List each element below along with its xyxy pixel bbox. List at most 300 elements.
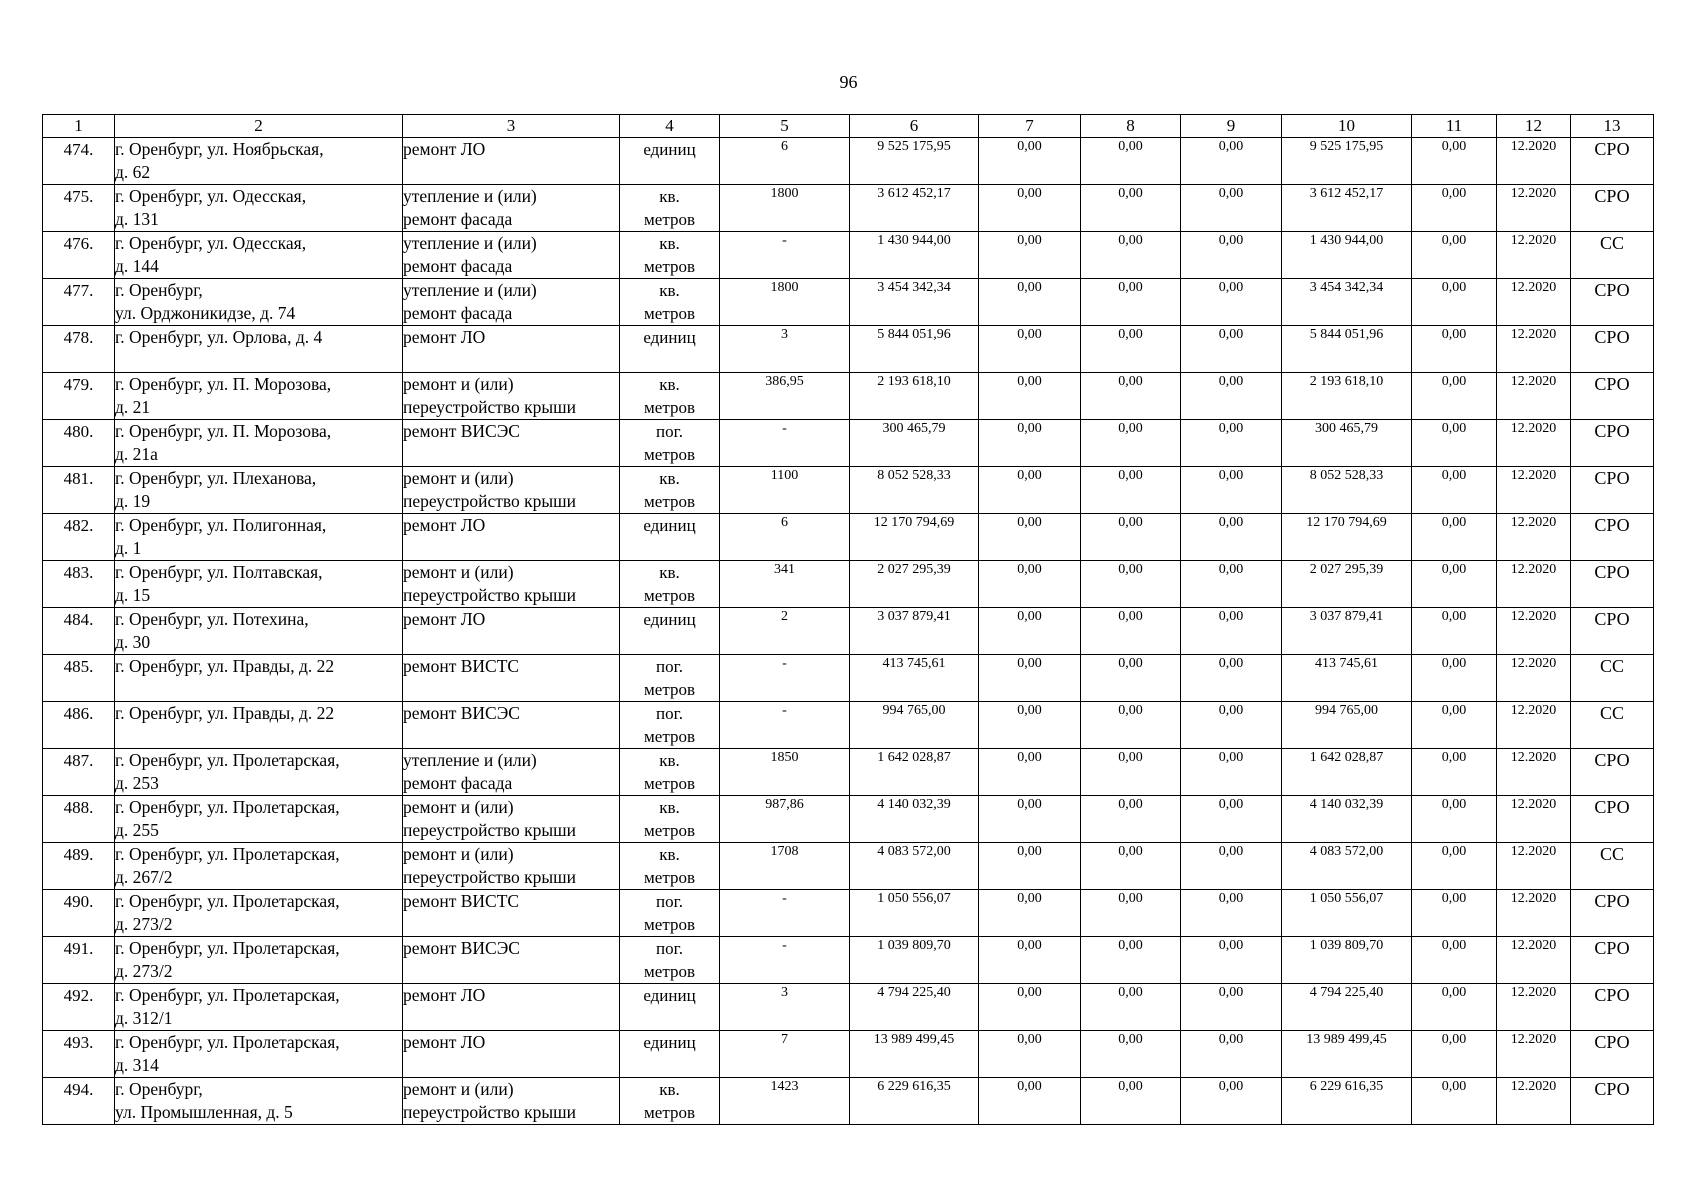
unit-cell <box>620 843 720 890</box>
work-type-cell-line: ремонт и (или) <box>403 1079 514 1099</box>
completion-date-cell: 12.2020 <box>1497 232 1571 279</box>
work-type-cell-line: переустройство крыши <box>403 491 576 511</box>
col8-cell: 0,00 <box>1081 232 1181 279</box>
address-cell <box>115 890 403 937</box>
work-type-cell <box>403 1078 620 1125</box>
col11-cell: 0,00 <box>1412 843 1497 890</box>
col10-cell: 5 844 051,96 <box>1282 326 1412 373</box>
column-number: 13 <box>1571 115 1654 138</box>
row-number: 478. <box>43 326 115 373</box>
quantity-cell: 6 <box>720 514 850 561</box>
col8-cell: 0,00 <box>1081 420 1181 467</box>
address-cell <box>115 937 403 984</box>
col7-cell: 0,00 <box>979 232 1081 279</box>
unit-cell-line: метров <box>644 962 695 981</box>
method-cell: СРО <box>1571 185 1654 232</box>
method-cell: СРО <box>1571 279 1654 326</box>
col8-cell: 0,00 <box>1081 937 1181 984</box>
completion-date-cell: 12.2020 <box>1497 420 1571 467</box>
address-cell <box>115 232 403 279</box>
total-cost-cell: 8 052 528,33 <box>850 467 979 514</box>
row-number: 494. <box>43 1078 115 1125</box>
col11-cell: 0,00 <box>1412 702 1497 749</box>
work-type-cell-line: ремонт ВИСЭС <box>403 421 520 441</box>
row-number: 476. <box>43 232 115 279</box>
column-number: 1 <box>43 115 115 138</box>
row-number: 491. <box>43 937 115 984</box>
unit-cell <box>620 373 720 420</box>
unit-cell-line: метров <box>644 868 695 887</box>
unit-cell-line: кв. <box>659 751 680 770</box>
row-number: 477. <box>43 279 115 326</box>
address-cell-line: д. 19 <box>115 491 151 511</box>
col10-cell: 3 612 452,17 <box>1282 185 1412 232</box>
table-row <box>43 514 1654 561</box>
unit-cell <box>620 561 720 608</box>
row-number: 480. <box>43 420 115 467</box>
total-cost-cell: 1 050 556,07 <box>850 890 979 937</box>
unit-cell-line: метров <box>644 680 695 699</box>
address-cell-line: г. Оренбург, ул. Пролетарская, <box>115 750 340 770</box>
col10-cell: 4 794 225,40 <box>1282 984 1412 1031</box>
address-cell-line: г. Оренбург, ул. Правды, д. 22 <box>115 656 335 676</box>
address-cell-line: г. Оренбург, ул. Правды, д. 22 <box>115 703 335 723</box>
address-cell <box>115 655 403 702</box>
total-cost-cell: 4 083 572,00 <box>850 843 979 890</box>
col11-cell: 0,00 <box>1412 937 1497 984</box>
col8-cell: 0,00 <box>1081 138 1181 185</box>
address-cell-line: д. 273/2 <box>115 914 173 934</box>
unit-cell <box>620 749 720 796</box>
col8-cell: 0,00 <box>1081 608 1181 655</box>
unit-cell <box>620 326 720 373</box>
col10-cell: 2 027 295,39 <box>1282 561 1412 608</box>
address-cell <box>115 608 403 655</box>
work-type-cell <box>403 655 620 702</box>
work-type-cell <box>403 608 620 655</box>
row-number: 487. <box>43 749 115 796</box>
total-cost-cell: 413 745,61 <box>850 655 979 702</box>
work-type-cell-line: ремонт и (или) <box>403 844 514 864</box>
work-type-cell <box>403 796 620 843</box>
row-number: 488. <box>43 796 115 843</box>
method-cell: СРО <box>1571 890 1654 937</box>
completion-date-cell: 12.2020 <box>1497 984 1571 1031</box>
col10-cell: 413 745,61 <box>1282 655 1412 702</box>
col9-cell: 0,00 <box>1181 984 1282 1031</box>
completion-date-cell: 12.2020 <box>1497 514 1571 561</box>
row-number: 486. <box>43 702 115 749</box>
work-type-cell <box>403 749 620 796</box>
col9-cell: 0,00 <box>1181 561 1282 608</box>
col10-cell: 9 525 175,95 <box>1282 138 1412 185</box>
work-type-cell <box>403 702 620 749</box>
unit-cell <box>620 655 720 702</box>
quantity-cell: 3 <box>720 326 850 373</box>
table-row <box>43 1031 1654 1078</box>
col9-cell: 0,00 <box>1181 843 1282 890</box>
col7-cell: 0,00 <box>979 796 1081 843</box>
work-type-cell-line: ремонт ЛО <box>403 515 486 535</box>
work-type-cell-line: ремонт ЛО <box>403 985 486 1005</box>
method-cell: СС <box>1571 843 1654 890</box>
work-type-cell-line: ремонт фасада <box>403 303 513 323</box>
method-cell: СРО <box>1571 608 1654 655</box>
col9-cell: 0,00 <box>1181 467 1282 514</box>
address-cell-line: г. Оренбург, <box>115 1079 203 1099</box>
unit-cell-line: метров <box>644 1103 695 1122</box>
work-type-cell-line: ремонт и (или) <box>403 468 514 488</box>
col11-cell: 0,00 <box>1412 984 1497 1031</box>
col7-cell: 0,00 <box>979 326 1081 373</box>
address-cell-line: д. 312/1 <box>115 1008 173 1028</box>
address-cell-line: г. Оренбург, ул. Ноябрьская, <box>115 139 324 159</box>
unit-cell-line: кв. <box>659 187 680 206</box>
col11-cell: 0,00 <box>1412 608 1497 655</box>
quantity-cell: 386,95 <box>720 373 850 420</box>
col9-cell: 0,00 <box>1181 937 1282 984</box>
unit-cell-line: метров <box>644 774 695 793</box>
address-cell-line: ул. Орджоникидзе, д. 74 <box>115 303 296 323</box>
table-row <box>43 561 1654 608</box>
unit-cell-line: кв. <box>659 845 680 864</box>
work-type-cell <box>403 843 620 890</box>
work-type-cell-line: ремонт ВИСЭС <box>403 938 520 958</box>
table-row <box>43 185 1654 232</box>
col8-cell: 0,00 <box>1081 185 1181 232</box>
method-cell: СРО <box>1571 467 1654 514</box>
address-cell-line: г. Оренбург, ул. Полтавская, <box>115 562 323 582</box>
total-cost-cell: 6 229 616,35 <box>850 1078 979 1125</box>
completion-date-cell: 12.2020 <box>1497 796 1571 843</box>
row-number: 484. <box>43 608 115 655</box>
quantity-cell: 341 <box>720 561 850 608</box>
unit-cell <box>620 138 720 185</box>
column-number-row <box>43 115 1654 138</box>
work-type-cell-line: переустройство крыши <box>403 1102 576 1122</box>
table-row <box>43 420 1654 467</box>
unit-cell <box>620 1031 720 1078</box>
col7-cell: 0,00 <box>979 185 1081 232</box>
col8-cell: 0,00 <box>1081 796 1181 843</box>
row-number: 482. <box>43 514 115 561</box>
method-cell: СРО <box>1571 326 1654 373</box>
quantity-cell: 7 <box>720 1031 850 1078</box>
unit-cell-line: метров <box>644 210 695 229</box>
col10-cell: 1 050 556,07 <box>1282 890 1412 937</box>
completion-date-cell: 12.2020 <box>1497 373 1571 420</box>
unit-cell-line: пог. <box>656 422 683 441</box>
col7-cell: 0,00 <box>979 514 1081 561</box>
row-number: 490. <box>43 890 115 937</box>
address-cell-line: г. Оренбург, ул. П. Морозова, <box>115 374 332 394</box>
col9-cell: 0,00 <box>1181 514 1282 561</box>
unit-cell-line: единиц <box>643 328 696 347</box>
work-type-cell <box>403 1031 620 1078</box>
row-number: 474. <box>43 138 115 185</box>
work-type-cell-line: переустройство крыши <box>403 867 576 887</box>
col9-cell: 0,00 <box>1181 890 1282 937</box>
column-number: 5 <box>720 115 850 138</box>
col7-cell: 0,00 <box>979 138 1081 185</box>
work-type-cell <box>403 890 620 937</box>
col9-cell: 0,00 <box>1181 702 1282 749</box>
work-type-cell <box>403 138 620 185</box>
unit-cell-line: метров <box>644 586 695 605</box>
address-cell-line: д. 267/2 <box>115 867 173 887</box>
quantity-cell: 1423 <box>720 1078 850 1125</box>
unit-cell-line: пог. <box>656 939 683 958</box>
address-cell-line: г. Оренбург, ул. Пролетарская, <box>115 938 340 958</box>
unit-cell-line: пог. <box>656 657 683 676</box>
quantity-cell: 1100 <box>720 467 850 514</box>
col8-cell: 0,00 <box>1081 326 1181 373</box>
unit-cell-line: метров <box>644 492 695 511</box>
col11-cell: 0,00 <box>1412 655 1497 702</box>
col8-cell: 0,00 <box>1081 279 1181 326</box>
col7-cell: 0,00 <box>979 561 1081 608</box>
col9-cell: 0,00 <box>1181 420 1282 467</box>
address-cell-line: д. 15 <box>115 585 151 605</box>
col8-cell: 0,00 <box>1081 843 1181 890</box>
method-cell: СРО <box>1571 138 1654 185</box>
address-cell-line: г. Оренбург, ул. Орлова, д. 4 <box>115 327 323 347</box>
address-cell-line: д. 21 <box>115 397 151 417</box>
unit-cell <box>620 984 720 1031</box>
quantity-cell: 1800 <box>720 185 850 232</box>
address-cell-line: д. 273/2 <box>115 961 173 981</box>
completion-date-cell: 12.2020 <box>1497 655 1571 702</box>
column-number: 4 <box>620 115 720 138</box>
quantity-cell: 1708 <box>720 843 850 890</box>
col11-cell: 0,00 <box>1412 514 1497 561</box>
address-cell-line: г. Оренбург, ул. Пролетарская, <box>115 891 340 911</box>
col7-cell: 0,00 <box>979 702 1081 749</box>
col11-cell: 0,00 <box>1412 138 1497 185</box>
total-cost-cell: 2 027 295,39 <box>850 561 979 608</box>
total-cost-cell: 12 170 794,69 <box>850 514 979 561</box>
unit-cell-line: кв. <box>659 798 680 817</box>
col10-cell: 1 430 944,00 <box>1282 232 1412 279</box>
total-cost-cell: 9 525 175,95 <box>850 138 979 185</box>
row-number: 479. <box>43 373 115 420</box>
unit-cell <box>620 232 720 279</box>
col10-cell: 1 642 028,87 <box>1282 749 1412 796</box>
col10-cell: 3 454 342,34 <box>1282 279 1412 326</box>
work-type-cell-line: ремонт фасада <box>403 209 513 229</box>
method-cell: СС <box>1571 702 1654 749</box>
address-cell-line: г. Оренбург, ул. П. Морозова, <box>115 421 332 441</box>
unit-cell-line: кв. <box>659 469 680 488</box>
method-cell: СРО <box>1571 373 1654 420</box>
completion-date-cell: 12.2020 <box>1497 843 1571 890</box>
unit-cell <box>620 1078 720 1125</box>
column-number: 2 <box>115 115 403 138</box>
row-number: 483. <box>43 561 115 608</box>
col9-cell: 0,00 <box>1181 326 1282 373</box>
col9-cell: 0,00 <box>1181 232 1282 279</box>
table-row <box>43 1078 1654 1125</box>
address-cell-line: г. Оренбург, ул. Одесская, <box>115 186 307 206</box>
unit-cell-line: пог. <box>656 704 683 723</box>
total-cost-cell: 3 612 452,17 <box>850 185 979 232</box>
address-cell-line: г. Оренбург, ул. Одесская, <box>115 233 307 253</box>
col7-cell: 0,00 <box>979 467 1081 514</box>
address-cell-line: ул. Промышленная, д. 5 <box>115 1102 293 1122</box>
unit-cell <box>620 796 720 843</box>
work-type-cell-line: утепление и (или) <box>403 280 537 300</box>
col7-cell: 0,00 <box>979 749 1081 796</box>
completion-date-cell: 12.2020 <box>1497 749 1571 796</box>
unit-cell-line: единиц <box>643 986 696 1005</box>
row-number: 493. <box>43 1031 115 1078</box>
col8-cell: 0,00 <box>1081 467 1181 514</box>
unit-cell <box>620 937 720 984</box>
unit-cell-line: метров <box>644 398 695 417</box>
address-cell-line: г. Оренбург, ул. Пролетарская, <box>115 985 340 1005</box>
col9-cell: 0,00 <box>1181 796 1282 843</box>
col11-cell: 0,00 <box>1412 1031 1497 1078</box>
address-cell <box>115 1031 403 1078</box>
col11-cell: 0,00 <box>1412 279 1497 326</box>
quantity-cell: - <box>720 937 850 984</box>
col11-cell: 0,00 <box>1412 796 1497 843</box>
completion-date-cell: 12.2020 <box>1497 185 1571 232</box>
col11-cell: 0,00 <box>1412 749 1497 796</box>
quantity-cell: 3 <box>720 984 850 1031</box>
col7-cell: 0,00 <box>979 937 1081 984</box>
col7-cell: 0,00 <box>979 984 1081 1031</box>
unit-cell-line: кв. <box>659 281 680 300</box>
table-row <box>43 326 1654 373</box>
unit-cell-line: метров <box>644 915 695 934</box>
col8-cell: 0,00 <box>1081 749 1181 796</box>
address-cell <box>115 984 403 1031</box>
completion-date-cell: 12.2020 <box>1497 1078 1571 1125</box>
row-number: 492. <box>43 984 115 1031</box>
unit-cell <box>620 702 720 749</box>
quantity-cell: 1800 <box>720 279 850 326</box>
unit-cell-line: метров <box>644 727 695 746</box>
col7-cell: 0,00 <box>979 890 1081 937</box>
col8-cell: 0,00 <box>1081 373 1181 420</box>
address-cell-line: г. Оренбург, ул. Плеханова, <box>115 468 317 488</box>
address-cell-line: д. 30 <box>115 632 151 652</box>
address-cell-line: г. Оренбург, ул. Пролетарская, <box>115 1032 340 1052</box>
method-cell: СРО <box>1571 1031 1654 1078</box>
col9-cell: 0,00 <box>1181 749 1282 796</box>
work-type-cell-line: переустройство крыши <box>403 585 576 605</box>
unit-cell <box>620 279 720 326</box>
address-cell-line: д. 131 <box>115 209 159 229</box>
method-cell: СРО <box>1571 1078 1654 1125</box>
completion-date-cell: 12.2020 <box>1497 326 1571 373</box>
col8-cell: 0,00 <box>1081 1078 1181 1125</box>
total-cost-cell: 3 454 342,34 <box>850 279 979 326</box>
unit-cell-line: кв. <box>659 234 680 253</box>
col10-cell: 12 170 794,69 <box>1282 514 1412 561</box>
table-row <box>43 608 1654 655</box>
column-number: 9 <box>1181 115 1282 138</box>
col11-cell: 0,00 <box>1412 185 1497 232</box>
quantity-cell: - <box>720 890 850 937</box>
col10-cell: 1 039 809,70 <box>1282 937 1412 984</box>
col8-cell: 0,00 <box>1081 702 1181 749</box>
col11-cell: 0,00 <box>1412 326 1497 373</box>
col8-cell: 0,00 <box>1081 561 1181 608</box>
method-cell: СРО <box>1571 796 1654 843</box>
total-cost-cell: 300 465,79 <box>850 420 979 467</box>
work-type-cell <box>403 937 620 984</box>
col7-cell: 0,00 <box>979 1031 1081 1078</box>
completion-date-cell: 12.2020 <box>1497 608 1571 655</box>
col8-cell: 0,00 <box>1081 890 1181 937</box>
total-cost-cell: 3 037 879,41 <box>850 608 979 655</box>
address-cell <box>115 1078 403 1125</box>
quantity-cell: - <box>720 655 850 702</box>
col7-cell: 0,00 <box>979 1078 1081 1125</box>
col11-cell: 0,00 <box>1412 561 1497 608</box>
page-number: 96 <box>839 72 858 92</box>
work-type-cell-line: переустройство крыши <box>403 820 576 840</box>
quantity-cell: 1850 <box>720 749 850 796</box>
work-type-cell-line: ремонт ВИСТС <box>403 656 520 676</box>
work-type-cell <box>403 420 620 467</box>
work-type-cell-line: утепление и (или) <box>403 750 537 770</box>
address-cell-line: г. Оренбург, ул. Пролетарская, <box>115 844 340 864</box>
unit-cell-line: кв. <box>659 563 680 582</box>
column-number: 10 <box>1282 115 1412 138</box>
total-cost-cell: 1 430 944,00 <box>850 232 979 279</box>
total-cost-cell: 4 140 032,39 <box>850 796 979 843</box>
work-type-cell <box>403 467 620 514</box>
col9-cell: 0,00 <box>1181 138 1282 185</box>
unit-cell-line: метров <box>644 257 695 276</box>
work-type-cell <box>403 373 620 420</box>
quantity-cell: 987,86 <box>720 796 850 843</box>
work-type-cell-line: ремонт ЛО <box>403 609 486 629</box>
unit-cell-line: единиц <box>643 610 696 629</box>
table-row <box>43 890 1654 937</box>
col9-cell: 0,00 <box>1181 185 1282 232</box>
unit-cell <box>620 467 720 514</box>
col7-cell: 0,00 <box>979 373 1081 420</box>
method-cell: СРО <box>1571 749 1654 796</box>
col9-cell: 0,00 <box>1181 1031 1282 1078</box>
method-cell: СС <box>1571 232 1654 279</box>
address-cell <box>115 138 403 185</box>
work-type-cell-line: утепление и (или) <box>403 186 537 206</box>
unit-cell-line: кв. <box>659 1080 680 1099</box>
unit-cell-line: метров <box>644 445 695 464</box>
table-body <box>43 115 1654 1125</box>
total-cost-cell: 5 844 051,96 <box>850 326 979 373</box>
method-cell: СС <box>1571 655 1654 702</box>
table-row <box>43 796 1654 843</box>
col10-cell: 8 052 528,33 <box>1282 467 1412 514</box>
method-cell: СРО <box>1571 984 1654 1031</box>
col10-cell: 13 989 499,45 <box>1282 1031 1412 1078</box>
completion-date-cell: 12.2020 <box>1497 138 1571 185</box>
address-cell-line: д. 144 <box>115 256 159 276</box>
col10-cell: 4 140 032,39 <box>1282 796 1412 843</box>
col10-cell: 300 465,79 <box>1282 420 1412 467</box>
address-cell-line: г. Оренбург, ул. Пролетарская, <box>115 797 340 817</box>
col7-cell: 0,00 <box>979 843 1081 890</box>
table-row <box>43 467 1654 514</box>
address-cell-line: г. Оренбург, ул. Полигонная, <box>115 515 327 535</box>
col11-cell: 0,00 <box>1412 373 1497 420</box>
